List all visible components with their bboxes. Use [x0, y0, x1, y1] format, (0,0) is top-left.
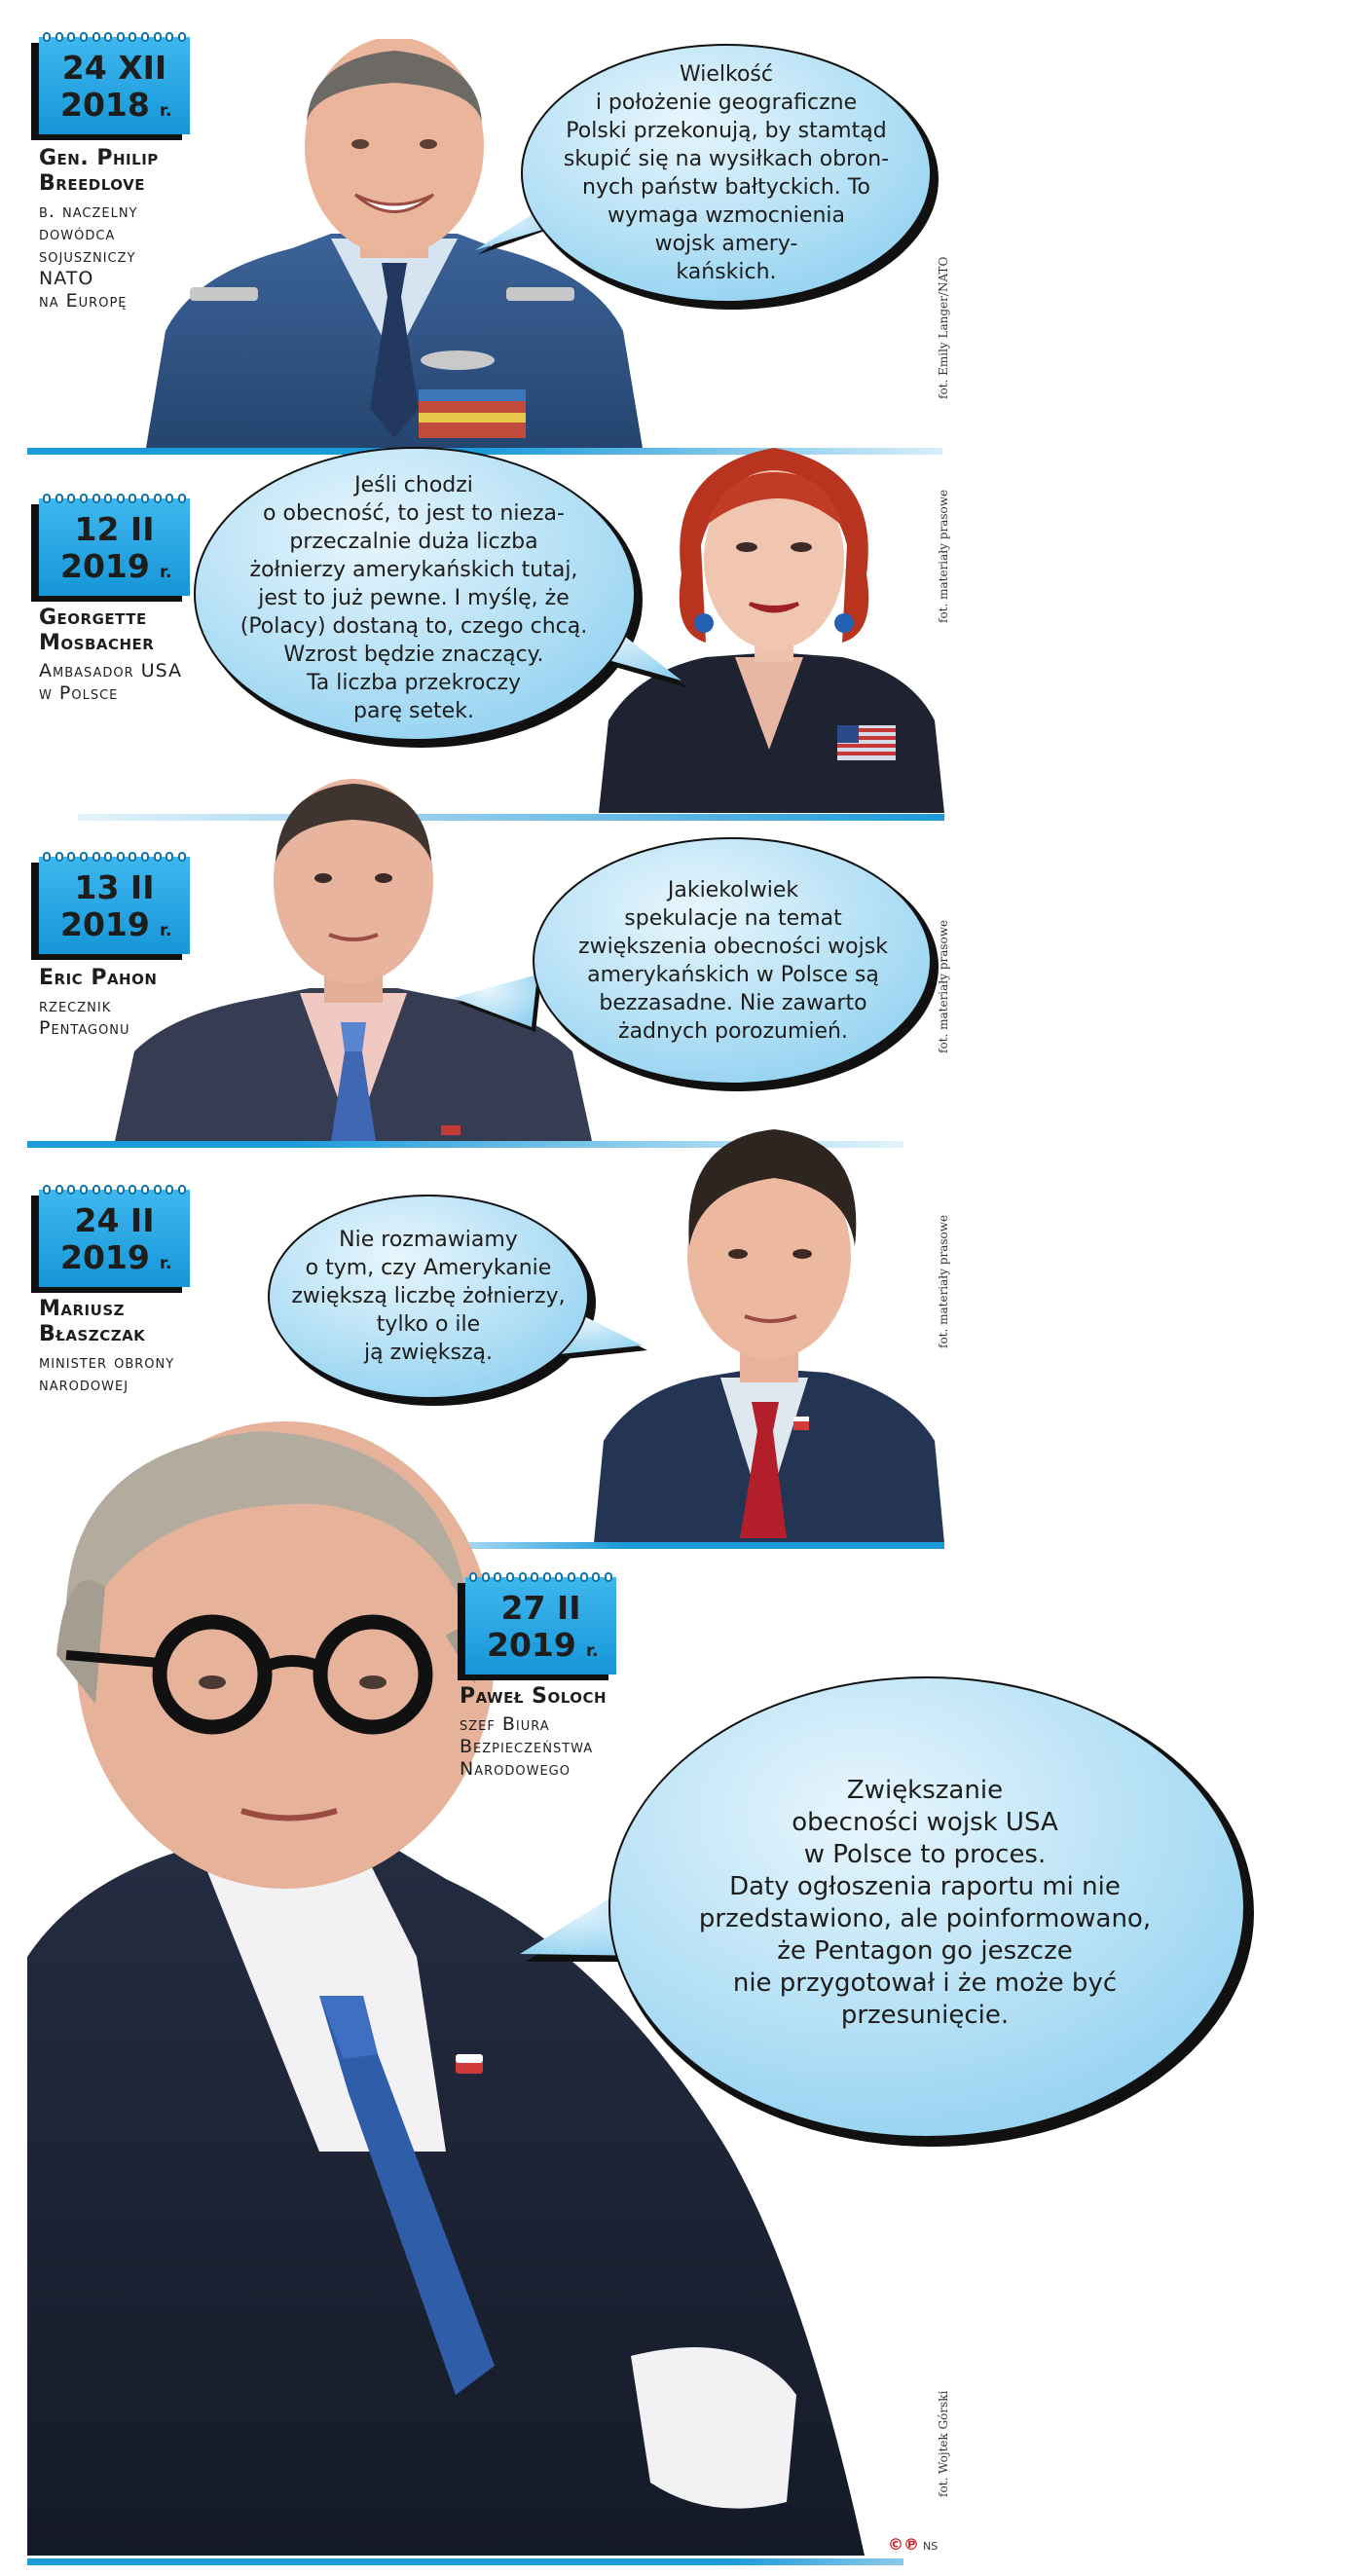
- quote-line: Wzrost będzie znaczący.: [283, 642, 544, 667]
- quote-line: (Polacy) dostaną to, czego chcą.: [239, 613, 588, 639]
- quote-line: o obecność, to jest to nieza-: [263, 500, 565, 526]
- quote-line: tylko o ile: [376, 1311, 481, 1337]
- quote-line: obecności wojsk USA: [792, 1808, 1058, 1837]
- quote-line: nie przygotował i że może być: [732, 1969, 1118, 1998]
- date-year: 2019: [60, 547, 150, 585]
- quote-line: żołnierzy amerykańskich tutaj,: [249, 557, 578, 582]
- role-line: Pentagonu: [39, 1017, 130, 1039]
- speech-bubble-3: [458, 832, 944, 1097]
- person-name: [39, 146, 214, 197]
- quote-line: kańskich.: [676, 260, 777, 284]
- quote-line: amerykańskich w Polsce są: [587, 963, 879, 987]
- person-caption-1: [39, 146, 214, 313]
- name-line: Breedlove: [39, 171, 145, 196]
- person-caption-4: [39, 1297, 234, 1396]
- date-year: 2019: [60, 905, 150, 943]
- role-line: Narodowego: [460, 1758, 571, 1780]
- quote-line: zwiększą liczbę żołnierzy,: [291, 1283, 566, 1308]
- speech-bubble-1: [458, 51, 944, 323]
- photo-credit-3: fot. materiały prasowe: [937, 919, 950, 1053]
- quote-line: parę setek.: [353, 698, 474, 723]
- person-role: [39, 995, 234, 1040]
- photo-credit-2: fot. materiały prasowe: [937, 489, 950, 623]
- date-year: 2018: [60, 86, 150, 124]
- date-badge-5: [465, 1577, 616, 1674]
- quote-line: Jeśli chodzi: [354, 472, 473, 497]
- speech-bubble-5: [526, 1670, 1353, 2156]
- role-line: NATO: [39, 268, 94, 289]
- date-badge-3: [39, 857, 190, 954]
- logo-mark: ©℗: [888, 2535, 919, 2554]
- quote-line: przesunięcie.: [840, 2001, 1010, 2030]
- role-line: Bezpieczeństwa: [460, 1736, 594, 1757]
- date-badge-4: [39, 1190, 190, 1287]
- author-initials: NS: [923, 2540, 939, 2553]
- quote-line: wojsk amery-: [654, 232, 798, 256]
- quote-line: Ta liczba przekroczy: [306, 670, 522, 695]
- name-line: Paweł Soloch: [460, 1684, 608, 1709]
- quote-line: Nie rozmawiamy: [339, 1227, 518, 1252]
- quote-line: że Pentagon go jeszcze: [777, 1936, 1073, 1966]
- quote-line: żadnych porozumień.: [618, 1019, 848, 1044]
- quote-line: o tym, czy Amerykanie: [305, 1255, 552, 1280]
- quote-line: spekulacje na temat: [624, 906, 842, 931]
- date-year-suffix: r.: [160, 1254, 172, 1273]
- person-name: [39, 966, 234, 991]
- date-day: 24 II: [74, 1201, 155, 1239]
- date-year-suffix: r.: [586, 1641, 599, 1661]
- date-year: 2019: [487, 1626, 576, 1664]
- role-line: dowódca: [39, 223, 116, 244]
- quote-line: Daty ogłoszenia raportu mi nie: [729, 1872, 1121, 1901]
- date-year-suffix: r.: [160, 563, 172, 582]
- photo-credit-4: fot. materiały prasowe: [937, 1214, 950, 1348]
- quote-line: Jakiekolwiek: [667, 878, 799, 902]
- quote-line: jest to już pewne. I myślę, że: [258, 585, 570, 610]
- divider-5: [27, 2558, 903, 2565]
- speech-bubble-4: [263, 1190, 652, 1414]
- date-day: 24 XII: [61, 49, 167, 87]
- person-caption-3: [39, 966, 234, 1040]
- role-line: sojuszniczy: [39, 245, 136, 267]
- date-day: 12 II: [74, 510, 155, 548]
- person-name: [39, 1297, 234, 1347]
- quote-line: w Polsce to proces.: [803, 1840, 1047, 1869]
- person-role: [39, 1351, 234, 1396]
- role-line: szef Biura: [460, 1713, 550, 1735]
- role-line: minister obrony: [39, 1351, 175, 1373]
- name-line: Mosbacher: [39, 631, 155, 655]
- quote-line: i położenie geograficzne: [595, 91, 858, 115]
- name-line: Eric Pahon: [39, 966, 158, 990]
- quote-line: Wielkość: [679, 62, 773, 87]
- date-year-suffix: r.: [160, 921, 172, 940]
- role-line: Ambasador USA: [39, 660, 183, 681]
- quote-line: wymaga wzmocnienia: [607, 203, 845, 228]
- role-line: na Europę: [39, 290, 128, 312]
- date-badge-2: [39, 498, 190, 596]
- date-badge-1: [39, 37, 190, 134]
- speech-bubble-2: [195, 432, 701, 754]
- name-line: Mariusz: [39, 1297, 125, 1321]
- quote-line: nych państw bałtyckich. To: [582, 175, 870, 200]
- role-line: rzecznik: [39, 995, 112, 1016]
- role-line: narodowej: [39, 1374, 129, 1395]
- role-line: w Polsce: [39, 682, 119, 704]
- quote-line: przedstawiono, ale poinformowano,: [698, 1904, 1152, 1933]
- person-role: [39, 201, 214, 313]
- date-day: 13 II: [74, 868, 155, 906]
- quote-line: skupić się na wysiłkach obron-: [563, 147, 890, 171]
- date-day: 27 II: [500, 1589, 581, 1627]
- photo-credit-1: fot. Emily Langer/NATO: [937, 256, 950, 399]
- role-line: b. naczelny: [39, 201, 138, 222]
- name-line: Georgette: [39, 606, 147, 630]
- quote-line: Zwiększanie: [846, 1776, 1004, 1805]
- date-year: 2019: [60, 1238, 150, 1276]
- name-line: Gen. Philip: [39, 146, 159, 170]
- quote-line: ją zwiększą.: [363, 1340, 493, 1365]
- quote-line: zwiększenia obecności wojsk: [578, 935, 888, 959]
- name-line: Błaszczak: [39, 1322, 146, 1346]
- date-year-suffix: r.: [160, 101, 172, 121]
- quote-line: przeczalnie duża liczba: [289, 529, 538, 554]
- photo-credit-5: fot. Wojtek Górski: [937, 2390, 950, 2497]
- quote-line: Polski przekonują, by stamtąd: [566, 119, 887, 143]
- quote-line: bezzasadne. Nie zawarto: [599, 991, 867, 1015]
- publisher-logo: [888, 2535, 938, 2554]
